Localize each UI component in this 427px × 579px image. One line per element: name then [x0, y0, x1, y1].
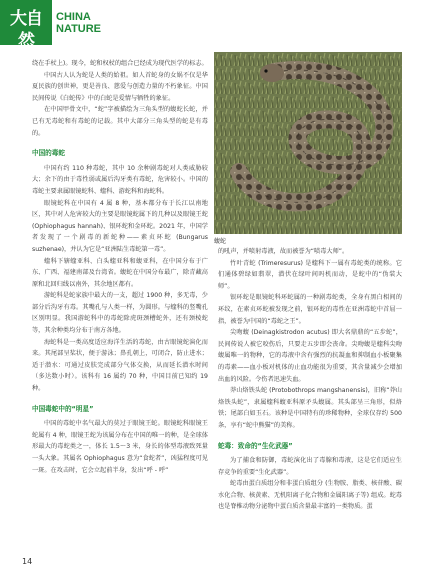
left-column: [32, 58, 208, 476]
paragraph: 为了捕食和防御，毒蛇演化出了毒腺和毒液，这是它们适应生存竞争的重要“生化武器”。: [218, 457, 402, 476]
paragraph: 眼镜蛇科在中国有 4 属 8 种，基本都分布于长江以南地区，其中对人危害较大的主要是眼镜蛇属下的几种以及眼镜王蛇(Ophiophagus hannah)、银环蛇和金环蛇。2021 年，中国学者发现了一个剧毒的新蛇种——素贞环蛇 (Bungarus suzhenae)，并认为它是“亚洲陆生毒蛇第一毒”。: [32, 199, 208, 253]
section-heading: 中国的毒蛇: [32, 149, 65, 158]
paragraph: 中国古人认为蛇是人类的始祖。如人首蛇身的女娲不仅是华夏民族的创世神，更是善良、慈爱与创造力量的不朽象征。中国民间传说《白蛇传》中的白蛇是爱情与牺牲的象征。: [32, 71, 208, 102]
section-heading: 中国毒蛇中的“明星”: [32, 404, 94, 413]
paragraph: 的吼声，并喷射毒液，故而被誉为“喷毒大师”。: [218, 248, 349, 255]
paragraph: 尖吻蝮 (Deinagkistrodon acutus) 即大名鼎鼎的“五步蛇”，民间传说人被它咬伤后，只要走五步即会丧命。尖吻蝮是蝰科尖吻蝮属唯一的物种，它的毒液中含有强烈的抗凝血和抑制血小板聚集的毒素——血小板对机体的止血功能很为重要，其含量减少会增加出血的风险。令伤者迅速失血。: [218, 329, 402, 383]
section-heading: 蛇毒：致命的“生化武器”: [218, 441, 293, 450]
paragraph: 中国的毒蛇中名气最大的莫过于眼镜王蛇。眼镜蛇科眼镜王蛇属有 4 种，眼镜王蛇为该属分布在中国的唯一的种，是全球体形最大的毒蛇类之一，体长 1.5～3 米，身长的体型毒液致死量一头大象。其属名 Ophiophagus 意为“食蛇者”，凶猛程度可见一斑。在攻击时，它会立起前半身，发出“呼 - 呼”: [32, 420, 208, 474]
snake-illustration: [214, 52, 402, 234]
photo-caption: 蝮蛇: [214, 238, 227, 245]
paragraph: 在中国甲骨文中，“蛇”字被描绘为三角头型的蝮蛇长蛇，并已有无毒蛇和有毒蛇的记载。其中大部分三角头型的蛇是有毒的。: [32, 106, 208, 137]
paragraph: 蛇毒由蛋白质组分和非蛋白质组分 (生物胺、脂类、核苷酸、碳水化合物、核黄素、无机阳离子化合物和金属阳离子等) 组成。蛇毒也是脊椎动物分泌物中蛋白质含量最丰富的一类物质。蛋: [218, 480, 402, 511]
right-column: [218, 246, 402, 513]
paragraph: 蝰科下辖蝰亚科、白头蝰亚科和蝮亚科，在中国分布于广东、广西、福建南部及台湾省。蝮蛇在中国分布最广，除青藏高原和北回归线以南外，其余地区都有。: [32, 257, 208, 288]
page-number: 14: [22, 557, 33, 566]
paragraph: 莽山烙铁头蛇 (Protobothrops mangshanensis)，旧称“莽山烙铁头蛇”，隶属蝰科蝮亚科原矛头蝮属。其头部呈三角形，似烙铁；尾部白如玉石。该种是中国特有的珍稀物种，全球仅存约 500 条，享有“蛇中熊猫”的美称。: [218, 387, 402, 429]
paragraph: 竹叶青蛇 (Trimeresurus) 是蝰科下一属有毒蛇类的统称。它们通体碧绿如翡翠，潜伏在绿叶间吗机而动，是蛇中的“伪装大师”。: [218, 259, 402, 290]
paragraph: 绕在手杖上)。现今，蛇和权杖的组合已经成为现代医学的标志。: [32, 60, 208, 67]
logo-chinese-text: 大自然: [10, 9, 42, 51]
paragraph: 海蛇科是一类高度适应海洋生活的毒蛇，由古眼镜蛇演化而来。其尾部呈桨状，便于游泳；鼻孔朝上，可闭合，防止进水；适于潜水：可通过皮肤完成部分气体交换，从而延长潜水时间（多达数小时）。该科有 16 属约 70 种，中国目前已知约 19 种。: [32, 338, 208, 393]
logo-en-line2: NATURE: [56, 23, 102, 35]
logo-english-text: [56, 11, 101, 35]
paragraph: 游蛇科是蛇家族中最大的一支，超过 1900 种，多无毒，少部分后沟牙有毒。其嘴孔与人类一样，为圆形。与蝰科的竖嘴孔区别明显。我国游蛇科中的毒蛇除虎斑颈槽蛇外，还有颈棱蛇等，其余种类均分布于南方各地。: [32, 292, 208, 335]
snake-photo: [214, 52, 402, 234]
logo-en-line1: CHINA: [56, 11, 91, 23]
paragraph: 中国有约 110 种毒蛇，其中 10 余种剧毒蛇对人类威胁较大；余下的由于毒性弱或属后沟牙类有毒蛇，危害较小。中国的毒蛇主要隶属眼镜蛇科、蝰科、游蛇科和海蛇科。: [32, 164, 208, 195]
paragraph: 银环蛇是眼镜蛇科环蛇属的一种剧毒蛇类，全身有黑白相间的环纹，在素贞环蛇被发现之前，银环蛇的毒性在亚洲毒蛇中首屈一指，被誉为中国的“毒蛇之王”。: [218, 294, 402, 325]
